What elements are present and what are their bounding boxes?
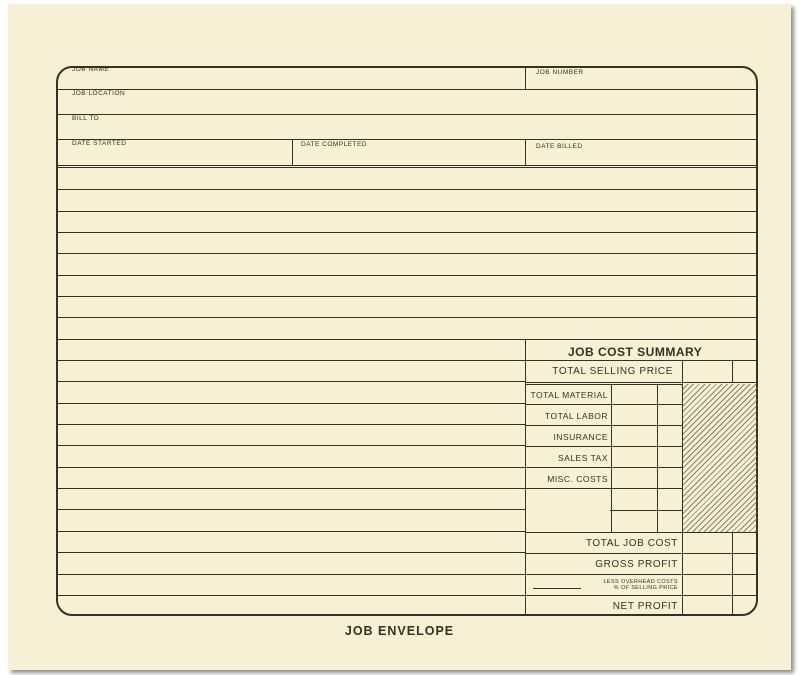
date-started-label: DATE STARTED — [72, 140, 127, 147]
total-labor-label: TOTAL LABOR — [545, 411, 608, 421]
date-divider-2 — [525, 139, 526, 166]
job-name-line — [58, 89, 756, 90]
job-number-divider — [525, 68, 526, 89]
ruled-line — [58, 275, 756, 276]
total-material-label: TOTAL MATERIAL — [530, 390, 608, 400]
date-billed-label: DATE BILLED — [536, 143, 583, 150]
hatched-area — [683, 384, 758, 532]
ruled-line — [58, 595, 525, 596]
cents-col-divider — [657, 384, 658, 532]
ruled-line — [58, 253, 756, 254]
job-name-label: JOB NAME — [72, 66, 110, 73]
summary-line — [525, 574, 756, 575]
ruled-line — [58, 232, 756, 233]
summary-title: JOB COST SUMMARY — [568, 345, 703, 359]
ruled-line — [58, 381, 525, 382]
job-location-line — [58, 114, 756, 115]
ruled-line — [58, 189, 756, 190]
summary-line — [525, 404, 683, 405]
insurance-label: INSURANCE — [553, 432, 608, 442]
ruled-line — [58, 445, 525, 446]
ruled-line — [58, 531, 525, 532]
ruled-line — [58, 211, 756, 212]
less-overhead-label — [558, 579, 678, 591]
summary-line — [610, 510, 683, 511]
gross-profit-label: GROSS PROFIT — [595, 559, 678, 570]
ruled-line — [58, 424, 525, 425]
summary-line — [525, 595, 756, 596]
misc-costs-label: MISC. COSTS — [547, 474, 608, 484]
net-profit-label: NET PROFIT — [612, 601, 678, 612]
summary-line — [525, 425, 683, 426]
job-envelope — [8, 4, 791, 670]
summary-line — [525, 488, 683, 489]
bill-to-label: BILL TO — [72, 115, 100, 122]
sales-tax-label: SALES TAX — [557, 453, 608, 463]
summary-price-divider — [732, 360, 733, 382]
ruled-line — [58, 339, 756, 340]
ruled-line — [58, 467, 525, 468]
ruled-line — [58, 552, 525, 553]
footer-title: JOB ENVELOPE — [344, 624, 455, 638]
job-form — [56, 66, 758, 616]
ruled-line — [58, 509, 525, 510]
cost-col-divider — [611, 384, 612, 532]
date-divider-1 — [292, 139, 293, 166]
total-selling-price-label: TOTAL SELLING PRICE — [552, 366, 673, 377]
summary-title-line — [525, 360, 756, 361]
summary-line-double — [525, 384, 683, 385]
bill-to-line — [58, 139, 756, 140]
overhead-percent-blank — [533, 588, 581, 589]
ruled-line — [58, 360, 525, 361]
job-location-label: JOB LOCATION — [72, 90, 126, 97]
ruled-line — [58, 488, 525, 489]
summary-line — [525, 532, 756, 533]
ruled-line — [58, 403, 525, 404]
date-completed-label: DATE COMPLETED — [301, 141, 368, 148]
summary-line — [525, 446, 683, 447]
total-job-cost-label: TOTAL JOB COST — [585, 538, 678, 549]
ruled-line — [58, 574, 525, 575]
ruled-line — [58, 317, 756, 318]
less-overhead-line1: LESS OVERHEAD COSTS — [603, 579, 678, 585]
header-bottom-line — [58, 165, 756, 166]
job-number-label: JOB NUMBER — [536, 69, 584, 76]
summary-line — [525, 553, 756, 554]
ruled-line — [58, 296, 756, 297]
summary-line — [525, 467, 683, 468]
less-overhead-line2: % OF SELLING PRICE — [613, 585, 678, 591]
summary-bottom-divider — [732, 532, 733, 616]
header-bottom-line-2 — [58, 167, 756, 168]
summary-line — [525, 382, 756, 383]
